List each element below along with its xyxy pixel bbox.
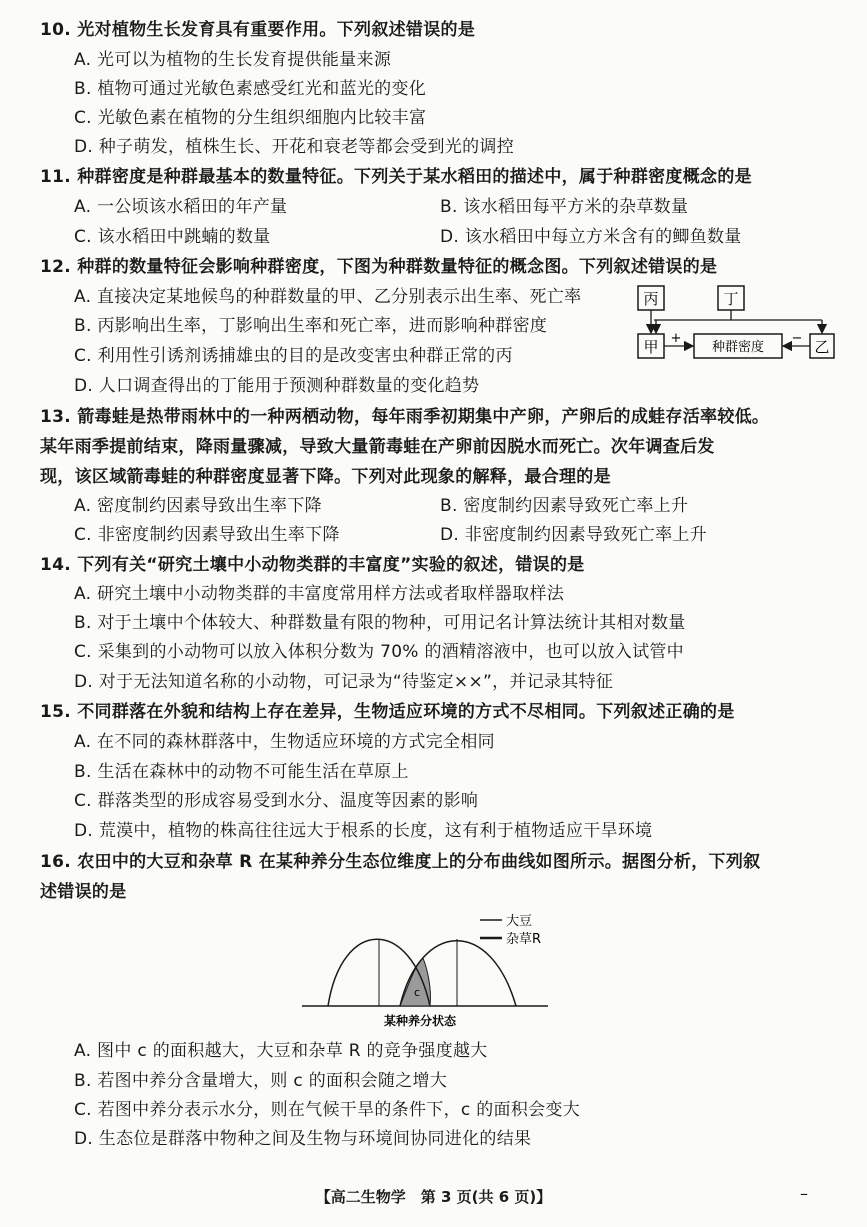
question-11-option-a: A. 一公顷该水稻田的年产量 <box>74 197 288 217</box>
overlap-label-c: c <box>413 986 421 999</box>
question-10-option-a: A. 光可以为植物的生长发育提供能量来源 <box>74 50 392 70</box>
question-11-option-d: D. 该水稻田中每立方米含有的鲫鱼数量 <box>440 227 742 247</box>
question-13-stem-line-3: 现，该区域箭毒蛙的种群密度显著下降。下列对此现象的解释，最合理的是 <box>40 467 611 487</box>
question-12-option-b: B. 丙影响出生率，丁影响出生率和死亡率，进而影响种群密度 <box>74 316 548 336</box>
question-16-option-a: A. 图中 c 的面积越大，大豆和杂草 R 的竞争强度越大 <box>74 1041 488 1061</box>
question-16-option-d: D. 生态位是群落中物种之间及生物与环境间协同进化的结果 <box>74 1129 532 1149</box>
question-11-option-b: B. 该水稻田每平方米的杂草数量 <box>440 197 689 217</box>
label-yi: 乙 <box>814 338 830 356</box>
population-concept-diagram <box>630 280 840 370</box>
question-14-stem: 14. 下列有关“研究土壤中小动物类群的丰富度”实验的叙述，错误的是 <box>40 555 585 575</box>
question-11-stem: 11. 种群密度是种群最基本的数量特征。下列关于某水稻田的描述中，属于种群密度概念的是 <box>40 167 752 187</box>
question-14-option-b: B. 对于土壤中个体较大、种群数量有限的物种，可用记名计算法统计其相对数量 <box>74 613 686 633</box>
question-10-option-c: C. 光敏色素在植物的分生组织细胞内比较丰富 <box>74 108 427 128</box>
question-10-option-d: D. 种子萌发，植株生长、开花和衰老等都会受到光的调控 <box>74 137 514 157</box>
question-13-option-a: A. 密度制约因素导致出生率下降 <box>74 496 322 516</box>
question-13-option-c: C. 非密度制约因素导致出生率下降 <box>74 525 340 545</box>
question-10-option-b: B. 植物可通过光敏色素感受红光和蓝光的变化 <box>74 79 427 99</box>
question-14-option-a: A. 研究土壤中小动物类群的丰富度常用样方法或者取样器取样法 <box>74 584 565 604</box>
question-13-stem-line-1: 13. 箭毒蛙是热带雨林中的一种两栖动物，每年雨季初期集中产卵，产卵后的成蛙存活率较低。 <box>40 407 770 427</box>
question-13-option-b: B. 密度制约因素导致死亡率上升 <box>440 496 689 516</box>
x-axis-label: 某种养分状态 <box>383 1014 457 1028</box>
label-bing: 丙 <box>643 290 659 308</box>
question-16-stem-line-2: 述错误的是 <box>40 882 127 902</box>
legend-soybean: 大豆 <box>506 914 533 929</box>
label-jia: 甲 <box>643 338 659 356</box>
minus-sign: − <box>791 331 803 346</box>
page-footer: 【高二生物学 第 3 页(共 6 页)】 <box>315 1188 552 1206</box>
niche-overlap-figure <box>290 908 580 1033</box>
question-15-option-b: B. 生活在森林中的动物不可能生活在草原上 <box>74 762 409 782</box>
question-13-option-d: D. 非密度制约因素导致死亡率上升 <box>440 525 707 545</box>
question-13-stem-line-2: 某年雨季提前结束，降雨量骤减，导致大量箭毒蛙在产卵前因脱水而死亡。次年调查后发 <box>40 437 715 457</box>
question-12-stem: 12. 种群的数量特征会影响种群密度，下图为种群数量特征的概念图。下列叙述错误的是 <box>40 257 718 277</box>
plus-sign: + <box>670 331 682 346</box>
question-10-stem: 10. 光对植物生长发育具有重要作用。下列叙述错误的是 <box>40 20 476 40</box>
question-12-option-a: A. 直接决定某地候鸟的种群数量的甲、乙分别表示出生率、死亡率 <box>74 287 582 307</box>
label-ding: 丁 <box>723 290 739 308</box>
question-15-option-d: D. 荒漠中，植物的株高往往远大于根系的长度，这有利于植物适应干旱环境 <box>74 821 653 841</box>
question-15-option-c: C. 群落类型的形成容易受到水分、温度等因素的影响 <box>74 791 479 811</box>
question-16-option-c: C. 若图中养分表示水分，则在气候干旱的条件下，c 的面积会变大 <box>74 1100 581 1120</box>
legend-weed-r: 杂草R <box>506 932 542 947</box>
question-16-stem-line-1: 16. 农田中的大豆和杂草 R 在某种养分生态位维度上的分布曲线如图所示。据图分析，下列叙 <box>40 852 761 872</box>
question-14-option-c: C. 采集到的小动物可以放入体积分数为 70% 的酒精溶液中，也可以放入试管中 <box>74 642 684 662</box>
question-11-option-c: C. 该水稻田中跳蝻的数量 <box>74 227 271 247</box>
question-14-option-d: D. 对于无法知道名称的小动物，可记录为“待鉴定××”，并记录其特征 <box>74 672 614 692</box>
question-12-option-c: C. 利用性引诱剂诱捕雄虫的目的是改变害虫种群正常的丙 <box>74 346 513 366</box>
label-population-density: 种群密度 <box>711 340 765 355</box>
footer-mark: – <box>800 1184 808 1203</box>
question-15-stem: 15. 不同群落在外貌和结构上存在差异，生物适应环境的方式不尽相同。下列叙述正确的是 <box>40 702 735 722</box>
question-12-option-d: D. 人口调查得出的丁能用于预测种群数量的变化趋势 <box>74 376 480 396</box>
question-15-option-a: A. 在不同的森林群落中，生物适应环境的方式完全相同 <box>74 732 495 752</box>
question-16-option-b: B. 若图中养分含量增大，则 c 的面积会随之增大 <box>74 1071 448 1091</box>
